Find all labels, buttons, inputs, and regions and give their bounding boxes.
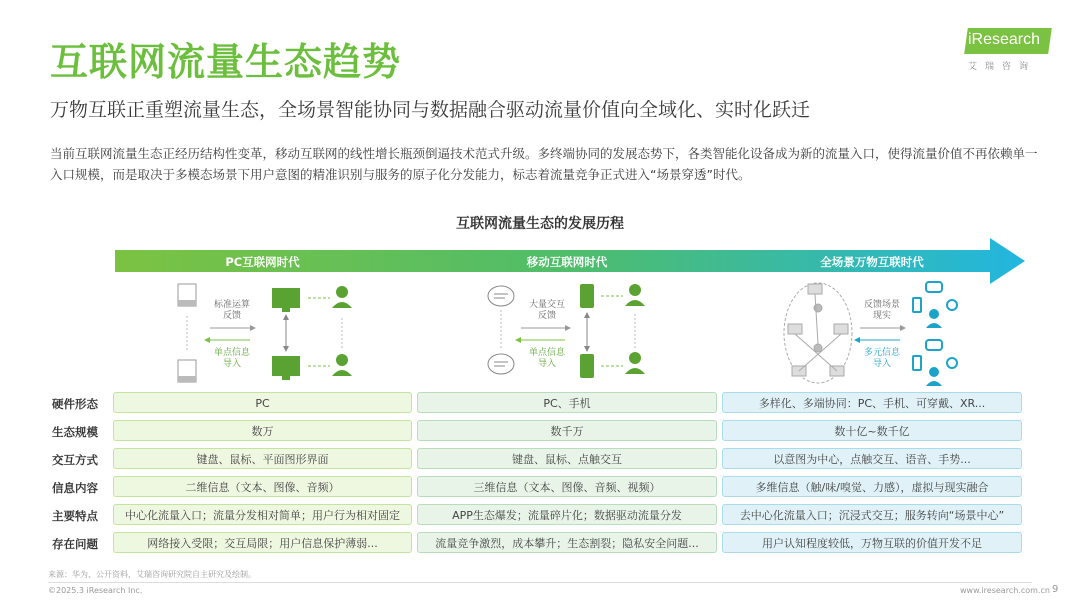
mobile-bottom-label: 单点信息 导入 <box>529 348 566 369</box>
pc-top-label: 标准运算 反馈 <box>214 300 251 321</box>
device-network-icon <box>784 283 852 383</box>
user-icon <box>625 284 645 374</box>
user-icon <box>926 309 942 386</box>
pc-bottom-label: 单点信息 导入 <box>214 348 251 369</box>
table-cell: 以意图为中心，点触交互、语音、手势... <box>722 448 1022 469</box>
iot-top-label: 反馈场景 现实 <box>864 300 901 321</box>
page-subtitle: 万物互联正重塑流量生态，全场景智能协同与数据融合驱动流量价值向全域化、实时化跃迁 <box>50 99 811 121</box>
pc-era-illustration <box>170 278 370 388</box>
table-cell: 数万 <box>113 420 412 441</box>
row-label-scale: 生态规模 <box>52 425 98 439</box>
row-label-hardware: 硬件形态 <box>52 397 98 411</box>
table-cell: 键盘、鼠标、点触交互 <box>417 448 717 469</box>
row-label-issues: 存在问题 <box>52 537 98 551</box>
table-cell: PC <box>113 392 412 413</box>
table-cell: 多样化、多端协同：PC、手机、可穿戴、XR... <box>722 392 1022 413</box>
iot-bottom-label: 多元信息 导入 <box>864 348 901 369</box>
pc-illustration-graphic <box>170 278 370 388</box>
table-cell: 三维信息（文本、图像、音频、视频） <box>417 476 717 497</box>
phone-icon <box>913 298 921 370</box>
table-cell: 二维信息（文本、图像、音频） <box>113 476 412 497</box>
table-cell: 数十亿~数千亿 <box>722 420 1022 441</box>
page-title: 互联网流量生态趋势 <box>50 40 402 84</box>
table-cell: APP生态爆发；流量碎片化；数据驱动流量分发 <box>417 504 717 525</box>
iot-illustration-graphic <box>780 278 980 388</box>
row-label-features: 主要特点 <box>52 509 98 523</box>
logo-subtitle: 艾瑞咨询 <box>968 62 1037 72</box>
diagram-title: 互联网流量生态的发展历程 <box>456 216 624 232</box>
era-pc: PC互联网时代 <box>225 255 300 269</box>
table-cell: PC、手机 <box>417 392 717 413</box>
intro-paragraph: 当前互联网流量生态正经历结构性变革，移动互联网的线性增长瓶颈倒逼技术范式升级。多终端协同的发展态势下，各类智能化设备成为新的流量入口，使得流量价值不再依赖单一入口规模，而是取决于多模态场景下用户意图的精准识别与服务的原子化分发能力，标志着流量竞争正式进入“场景穿透”时代。 <box>50 146 1038 182</box>
copyright: ©2025.3 iResearch Inc. <box>48 586 143 595</box>
row-label-info: 信息内容 <box>52 481 98 495</box>
mobile-illustration-graphic <box>485 278 655 388</box>
table-cell: 去中心化流量入口；沉浸式交互；服务转向“场景中心” <box>722 504 1022 525</box>
table-cell: 多维信息（触/味/嗅觉、力感），虚拟与现实融合 <box>722 476 1022 497</box>
source-note: 来源：华为、公开资料，艾瑞咨询研究院自主研究及绘制。 <box>48 570 256 579</box>
mobile-era-illustration <box>485 278 655 388</box>
row-label-interaction: 交互方式 <box>52 453 98 467</box>
era-mobile: 移动互联网时代 <box>526 255 608 269</box>
watch-icon <box>947 300 957 368</box>
page-number: 9 <box>1052 584 1059 595</box>
mobile-top-label: 大量交互 反馈 <box>529 300 566 321</box>
table-cell: 中心化流量入口；流量分发相对简单；用户行为相对固定 <box>113 504 412 525</box>
table-cell: 键盘、鼠标、平面图形界面 <box>113 448 412 469</box>
era-iot: 全场景万物互联时代 <box>820 255 924 269</box>
table-cell: 网络接入受限；交互局限；用户信息保护薄弱... <box>113 532 412 553</box>
table-cell: 用户认知程度较低，万物互联的价值开发不足 <box>722 532 1022 553</box>
website-url: www.iresearch.com.cn <box>960 586 1050 595</box>
footer-divider <box>48 582 1032 583</box>
table-cell: 数千万 <box>417 420 717 441</box>
iot-era-illustration <box>780 278 980 388</box>
table-cell: 流量竞争激烈，成本攀升；生态割裂；隐私安全问题... <box>417 532 717 553</box>
logo-brand: iResearch <box>968 31 1041 48</box>
